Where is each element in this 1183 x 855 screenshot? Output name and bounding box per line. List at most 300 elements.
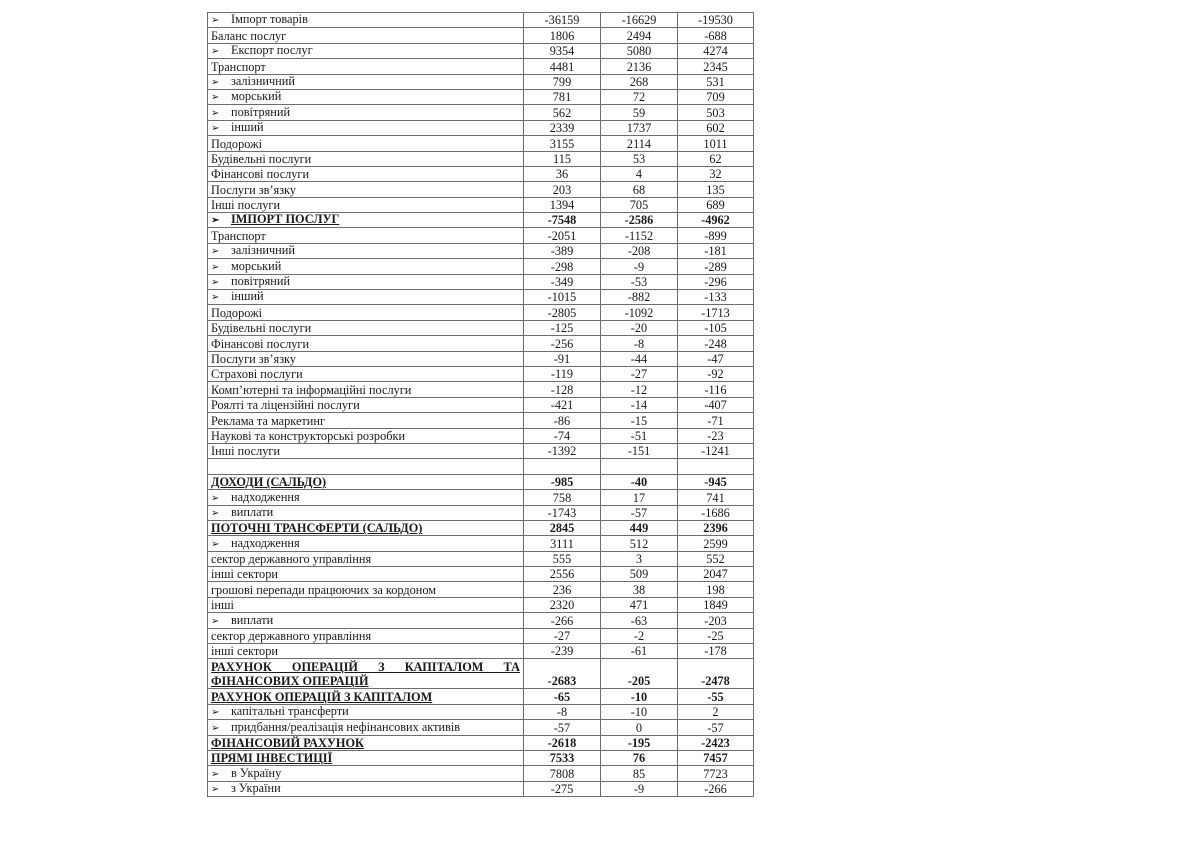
value-cell-col1 xyxy=(524,459,601,474)
value-cell-col1: -2618 xyxy=(524,735,601,750)
value-cell-col1: 2320 xyxy=(524,597,601,612)
arrow-bullet-icon: ➢ xyxy=(211,707,220,719)
value-cell-col2: -12 xyxy=(601,382,678,397)
row-label-cell xyxy=(208,536,524,551)
row-label-cell xyxy=(208,413,524,428)
value-cell-col1: 3111 xyxy=(524,536,601,551)
table-row xyxy=(208,520,754,535)
row-label: інші xyxy=(211,598,234,613)
value-cell-col2: -14 xyxy=(601,397,678,412)
row-label: Баланс послуг xyxy=(211,28,287,43)
arrow-bullet-icon: ➢ xyxy=(211,292,220,304)
row-label: Імпорт товарів xyxy=(231,12,308,27)
value-cell-col2: 38 xyxy=(601,582,678,597)
row-label: Транспорт xyxy=(211,228,266,243)
value-cell-col1: 2845 xyxy=(524,520,601,535)
row-label-cell xyxy=(208,597,524,612)
row-label-cell xyxy=(208,89,524,104)
value-cell-col1: 799 xyxy=(524,74,601,89)
row-label: повітряний xyxy=(231,104,291,119)
row-label: надходження xyxy=(231,489,300,504)
value-cell-col2: -10 xyxy=(601,704,678,719)
value-cell-col3: 503 xyxy=(678,105,754,120)
row-label: РАХУНОК ОПЕРАЦІЙ З КАПІТАЛОМ ТА ФІНАНСОВИХ ОПЕРАЦІЙ xyxy=(211,660,520,689)
arrow-bullet-icon: ➢ xyxy=(211,123,220,135)
value-cell-col2: 2136 xyxy=(601,59,678,74)
value-cell-col3: 7457 xyxy=(678,750,754,765)
value-cell-col3: -23 xyxy=(678,428,754,443)
value-cell-col1: -65 xyxy=(524,689,601,704)
value-cell-col1: 3155 xyxy=(524,136,601,151)
row-label: повітряний xyxy=(231,274,291,289)
table-row xyxy=(208,382,754,397)
table-row xyxy=(208,459,754,474)
row-label: виплати xyxy=(231,505,274,519)
row-label: надходження xyxy=(231,535,300,550)
table-row xyxy=(208,704,754,719)
table-row xyxy=(208,243,754,258)
value-cell-col1: -421 xyxy=(524,397,601,412)
row-label-cell xyxy=(208,43,524,58)
value-cell-col1: 2556 xyxy=(524,567,601,582)
value-cell-col2: 17 xyxy=(601,490,678,505)
value-cell-col2: 5080 xyxy=(601,43,678,58)
value-cell-col2: 512 xyxy=(601,536,678,551)
value-cell-col2: -1152 xyxy=(601,228,678,243)
arrow-bullet-icon: ➢ xyxy=(211,538,220,550)
value-cell-col2: -20 xyxy=(601,320,678,335)
value-cell-col3: 689 xyxy=(678,197,754,212)
value-cell-col2: 268 xyxy=(601,74,678,89)
value-cell-col1: 758 xyxy=(524,490,601,505)
value-cell-col3: 2396 xyxy=(678,520,754,535)
table-row xyxy=(208,689,754,704)
value-cell-col3: 1849 xyxy=(678,597,754,612)
row-label-cell xyxy=(208,443,524,458)
arrow-bullet-icon: ➢ xyxy=(211,246,220,258)
row-label: Інші послуги xyxy=(211,444,281,459)
table-row xyxy=(208,628,754,643)
table-row xyxy=(208,536,754,551)
value-cell-col3: -289 xyxy=(678,259,754,274)
value-cell-col2: -15 xyxy=(601,413,678,428)
value-cell-col1: 9354 xyxy=(524,43,601,58)
value-cell-col1: -349 xyxy=(524,274,601,289)
value-cell-col1: -256 xyxy=(524,336,601,351)
row-label: Фінансові послуги xyxy=(211,167,310,182)
value-cell-col3: 741 xyxy=(678,490,754,505)
value-cell-col2: 471 xyxy=(601,597,678,612)
row-label: Наукові та конструкторські розробки xyxy=(211,428,406,443)
row-label-cell xyxy=(208,567,524,582)
table-row xyxy=(208,750,754,765)
value-cell-col2: -2 xyxy=(601,628,678,643)
row-label: морський xyxy=(231,89,282,104)
value-cell-col3: -55 xyxy=(678,689,754,704)
row-label: ФІНАНСОВИЙ РАХУНОК xyxy=(211,735,364,750)
table-row xyxy=(208,490,754,505)
row-label-cell xyxy=(208,59,524,74)
value-cell-col1: -57 xyxy=(524,720,601,735)
table-row xyxy=(208,74,754,89)
table-body xyxy=(208,13,754,797)
table-row xyxy=(208,659,754,689)
row-label-cell xyxy=(208,366,524,381)
balance-of-payments-table-scan xyxy=(207,12,753,797)
table-row xyxy=(208,366,754,381)
value-cell-col1: 781 xyxy=(524,89,601,104)
row-label-cell xyxy=(208,689,524,704)
value-cell-col3: -2478 xyxy=(678,659,754,689)
row-label: Інші послуги xyxy=(211,198,281,213)
row-label-cell xyxy=(208,505,524,520)
value-cell-col2: 449 xyxy=(601,520,678,535)
value-cell-col2: -9 xyxy=(601,259,678,274)
table-row xyxy=(208,443,754,458)
value-cell-col1: 115 xyxy=(524,151,601,166)
value-cell-col1: -1392 xyxy=(524,443,601,458)
value-cell-col1: -1015 xyxy=(524,290,601,305)
value-cell-col1: -128 xyxy=(524,382,601,397)
value-cell-col2: -61 xyxy=(601,644,678,659)
arrow-bullet-icon: ➢ xyxy=(211,507,220,519)
table-row xyxy=(208,428,754,443)
value-cell-col2: -51 xyxy=(601,428,678,443)
value-cell-col3: 62 xyxy=(678,151,754,166)
table-row xyxy=(208,597,754,612)
value-cell-col3: 1011 xyxy=(678,136,754,151)
value-cell-col2: -882 xyxy=(601,290,678,305)
value-cell-col1: -8 xyxy=(524,704,601,719)
value-cell-col1: -266 xyxy=(524,613,601,628)
row-label-cell xyxy=(208,490,524,505)
value-cell-col3: -296 xyxy=(678,274,754,289)
row-label-cell xyxy=(208,336,524,351)
value-cell-col3 xyxy=(678,459,754,474)
value-cell-col2: -205 xyxy=(601,659,678,689)
table-row xyxy=(208,567,754,582)
row-label-cell xyxy=(208,213,524,228)
row-label-cell xyxy=(208,551,524,566)
row-label-cell xyxy=(208,243,524,258)
value-cell-col1: -27 xyxy=(524,628,601,643)
value-cell-col1: 1394 xyxy=(524,197,601,212)
value-cell-col3: 4274 xyxy=(678,43,754,58)
value-cell-col2: -40 xyxy=(601,474,678,489)
row-label-cell xyxy=(208,382,524,397)
table-row xyxy=(208,105,754,120)
table-row xyxy=(208,228,754,243)
value-cell-col2: -44 xyxy=(601,351,678,366)
value-cell-col3: 2345 xyxy=(678,59,754,74)
value-cell-col2: -195 xyxy=(601,735,678,750)
value-cell-col1: 36 xyxy=(524,166,601,181)
value-cell-col3: -71 xyxy=(678,413,754,428)
row-label-cell xyxy=(208,305,524,320)
row-label-cell xyxy=(208,197,524,212)
table-row xyxy=(208,766,754,781)
value-cell-col3: -2423 xyxy=(678,735,754,750)
value-cell-col3: -25 xyxy=(678,628,754,643)
row-label-cell xyxy=(208,582,524,597)
value-cell-col1: 1806 xyxy=(524,28,601,43)
value-cell-col3: -57 xyxy=(678,720,754,735)
row-label: Послуги зв’язку xyxy=(211,182,296,197)
table-row xyxy=(208,166,754,181)
row-label: придбання/реалізація нефінансових активів xyxy=(231,719,461,734)
arrow-bullet-icon: ➢ xyxy=(211,722,220,734)
value-cell-col2: 509 xyxy=(601,567,678,582)
row-label-cell xyxy=(208,151,524,166)
value-cell-col1: -275 xyxy=(524,781,601,796)
row-label: Подорожі xyxy=(211,136,262,151)
table-row xyxy=(208,351,754,366)
row-label-cell xyxy=(208,290,524,305)
table-row xyxy=(208,582,754,597)
row-label: інший xyxy=(231,289,264,304)
row-label-cell xyxy=(208,459,524,474)
row-label-cell xyxy=(208,659,524,689)
value-cell-col1: 7808 xyxy=(524,766,601,781)
row-label-cell xyxy=(208,781,524,796)
table-row xyxy=(208,305,754,320)
row-label: сектор державного управління xyxy=(211,629,372,644)
row-label: Комп’ютерні та інформаційні послуги xyxy=(211,382,412,397)
row-label: Будівельні послуги xyxy=(211,321,312,336)
value-cell-col3: 2047 xyxy=(678,567,754,582)
row-label-cell xyxy=(208,74,524,89)
value-cell-col3: 135 xyxy=(678,182,754,197)
row-label: ПРЯМІ ІНВЕСТИЦІЇ xyxy=(211,751,333,766)
value-cell-col3: -688 xyxy=(678,28,754,43)
value-cell-col2: -1092 xyxy=(601,305,678,320)
value-cell-col3: 2 xyxy=(678,704,754,719)
value-cell-col3: 552 xyxy=(678,551,754,566)
value-cell-col2: 72 xyxy=(601,89,678,104)
table-row xyxy=(208,274,754,289)
value-cell-col3: -178 xyxy=(678,644,754,659)
value-cell-col3: 198 xyxy=(678,582,754,597)
row-label: в Україну xyxy=(231,765,282,780)
value-cell-col1: -91 xyxy=(524,351,601,366)
row-label-cell xyxy=(208,474,524,489)
table-row xyxy=(208,151,754,166)
value-cell-col2: -10 xyxy=(601,689,678,704)
value-cell-col2: 1737 xyxy=(601,120,678,135)
row-label-cell xyxy=(208,274,524,289)
value-cell-col2: 76 xyxy=(601,750,678,765)
arrow-bullet-icon: ➢ xyxy=(211,768,220,780)
value-cell-col1: 2339 xyxy=(524,120,601,135)
table-row xyxy=(208,320,754,335)
row-label: Подорожі xyxy=(211,305,262,320)
row-label-cell xyxy=(208,259,524,274)
table-row xyxy=(208,136,754,151)
row-label: ПОТОЧНІ ТРАНСФЕРТИ (САЛЬДО) xyxy=(211,521,423,536)
table-row xyxy=(208,336,754,351)
row-label: інші сектори xyxy=(211,567,278,582)
value-cell-col2: 3 xyxy=(601,551,678,566)
table-row xyxy=(208,735,754,750)
value-cell-col2: -57 xyxy=(601,505,678,520)
value-cell-col1: -985 xyxy=(524,474,601,489)
row-label-cell xyxy=(208,320,524,335)
row-label: інші сектори xyxy=(211,644,278,659)
value-cell-col2: 59 xyxy=(601,105,678,120)
arrow-bullet-icon: ➢ xyxy=(211,92,220,104)
value-cell-col2: -151 xyxy=(601,443,678,458)
table-row xyxy=(208,397,754,412)
value-cell-col3: 709 xyxy=(678,89,754,104)
value-cell-col3: -181 xyxy=(678,243,754,258)
value-cell-col3: -407 xyxy=(678,397,754,412)
row-label: залізничний xyxy=(231,243,295,258)
table-row xyxy=(208,43,754,58)
row-label: капітальні трансферти xyxy=(231,704,349,719)
row-label-cell xyxy=(208,105,524,120)
row-label: Транспорт xyxy=(211,59,266,74)
value-cell-col2: 53 xyxy=(601,151,678,166)
row-label: виплати xyxy=(231,612,274,627)
value-cell-col2: 4 xyxy=(601,166,678,181)
table-row xyxy=(208,28,754,43)
value-cell-col3: -266 xyxy=(678,781,754,796)
table-row xyxy=(208,197,754,212)
value-cell-col1: -125 xyxy=(524,320,601,335)
table-row xyxy=(208,781,754,796)
arrow-bullet-icon: ➢ xyxy=(211,784,220,796)
value-cell-col1: -2805 xyxy=(524,305,601,320)
value-cell-col2 xyxy=(601,459,678,474)
row-label: ІМПОРТ ПОСЛУГ xyxy=(231,212,340,227)
value-cell-col3: 2599 xyxy=(678,536,754,551)
value-cell-col3: 32 xyxy=(678,166,754,181)
value-cell-col1: 7533 xyxy=(524,750,601,765)
row-label: Роялті та ліцензійні послуги xyxy=(211,398,360,413)
table-row xyxy=(208,613,754,628)
value-cell-col2: -53 xyxy=(601,274,678,289)
table-row xyxy=(208,720,754,735)
row-label-cell xyxy=(208,644,524,659)
row-label-cell xyxy=(208,520,524,535)
value-cell-col3: -899 xyxy=(678,228,754,243)
row-label: сектор державного управління xyxy=(211,552,372,567)
row-label: РАХУНОК ОПЕРАЦІЙ З КАПІТАЛОМ xyxy=(211,689,433,704)
value-cell-col1: -7548 xyxy=(524,213,601,228)
arrow-bullet-icon: ➢ xyxy=(211,261,220,273)
table-row xyxy=(208,474,754,489)
row-label-cell xyxy=(208,628,524,643)
value-cell-col2: -63 xyxy=(601,613,678,628)
value-cell-col2: 2114 xyxy=(601,136,678,151)
row-label-cell xyxy=(208,136,524,151)
value-cell-col3: -116 xyxy=(678,382,754,397)
table-row xyxy=(208,59,754,74)
row-label-cell xyxy=(208,428,524,443)
value-cell-col2: -16629 xyxy=(601,13,678,28)
arrow-bullet-icon: ➢ xyxy=(211,46,220,58)
row-label: грошові перепади працюючих за кордоном xyxy=(211,582,437,597)
value-cell-col2: -8 xyxy=(601,336,678,351)
value-cell-col3: -92 xyxy=(678,366,754,381)
value-cell-col2: -27 xyxy=(601,366,678,381)
row-label-cell xyxy=(208,613,524,628)
table-row xyxy=(208,290,754,305)
value-cell-col3: -1241 xyxy=(678,443,754,458)
arrow-bullet-icon: ➢ xyxy=(211,15,220,27)
arrow-bullet-icon: ➢ xyxy=(211,76,220,88)
table-row xyxy=(208,505,754,520)
row-label-cell xyxy=(208,397,524,412)
value-cell-col2: 85 xyxy=(601,766,678,781)
value-cell-col2: -9 xyxy=(601,781,678,796)
row-label-cell xyxy=(208,13,524,28)
value-cell-col1: 555 xyxy=(524,551,601,566)
value-cell-col3: 602 xyxy=(678,120,754,135)
value-cell-col3: -105 xyxy=(678,320,754,335)
value-cell-col1: -36159 xyxy=(524,13,601,28)
row-label-cell xyxy=(208,766,524,781)
arrow-bullet-icon: ➢ xyxy=(211,277,220,289)
value-cell-col1: 236 xyxy=(524,582,601,597)
table-row xyxy=(208,259,754,274)
row-label: Реклама та маркетинг xyxy=(211,413,325,428)
table-row xyxy=(208,413,754,428)
value-cell-col2: 68 xyxy=(601,182,678,197)
value-cell-col1: 562 xyxy=(524,105,601,120)
row-label: Експорт послуг xyxy=(231,43,313,58)
row-label-cell xyxy=(208,750,524,765)
value-cell-col1: 203 xyxy=(524,182,601,197)
value-cell-col3: -19530 xyxy=(678,13,754,28)
value-cell-col1: -119 xyxy=(524,366,601,381)
arrow-bullet-icon: ➢ xyxy=(211,615,220,627)
balance-of-payments-table xyxy=(207,12,754,797)
row-label: з України xyxy=(231,781,281,796)
value-cell-col3: -133 xyxy=(678,290,754,305)
value-cell-col2: 705 xyxy=(601,197,678,212)
table-row xyxy=(208,213,754,228)
value-cell-col2: -208 xyxy=(601,243,678,258)
value-cell-col1: -86 xyxy=(524,413,601,428)
arrow-bullet-icon: ➢ xyxy=(211,107,220,119)
value-cell-col3: -1713 xyxy=(678,305,754,320)
table-row xyxy=(208,13,754,28)
row-label: інший xyxy=(231,120,264,135)
table-row xyxy=(208,182,754,197)
value-cell-col2: 0 xyxy=(601,720,678,735)
value-cell-col1: -2683 xyxy=(524,659,601,689)
arrow-bullet-icon: ➢ xyxy=(211,215,220,227)
value-cell-col1: -389 xyxy=(524,243,601,258)
value-cell-col3: 7723 xyxy=(678,766,754,781)
row-label-cell xyxy=(208,182,524,197)
table-row xyxy=(208,551,754,566)
row-label: залізничний xyxy=(231,74,295,88)
value-cell-col1: -239 xyxy=(524,644,601,659)
value-cell-col3: -945 xyxy=(678,474,754,489)
value-cell-col1: -2051 xyxy=(524,228,601,243)
row-label-cell xyxy=(208,228,524,243)
value-cell-col1: -74 xyxy=(524,428,601,443)
table-row xyxy=(208,644,754,659)
value-cell-col3: -248 xyxy=(678,336,754,351)
row-label-cell xyxy=(208,720,524,735)
row-label-cell xyxy=(208,704,524,719)
row-label: ДОХОДИ (САЛЬДО) xyxy=(211,475,327,490)
row-label: Послуги зв’язку xyxy=(211,351,296,366)
row-label: морський xyxy=(231,258,282,273)
